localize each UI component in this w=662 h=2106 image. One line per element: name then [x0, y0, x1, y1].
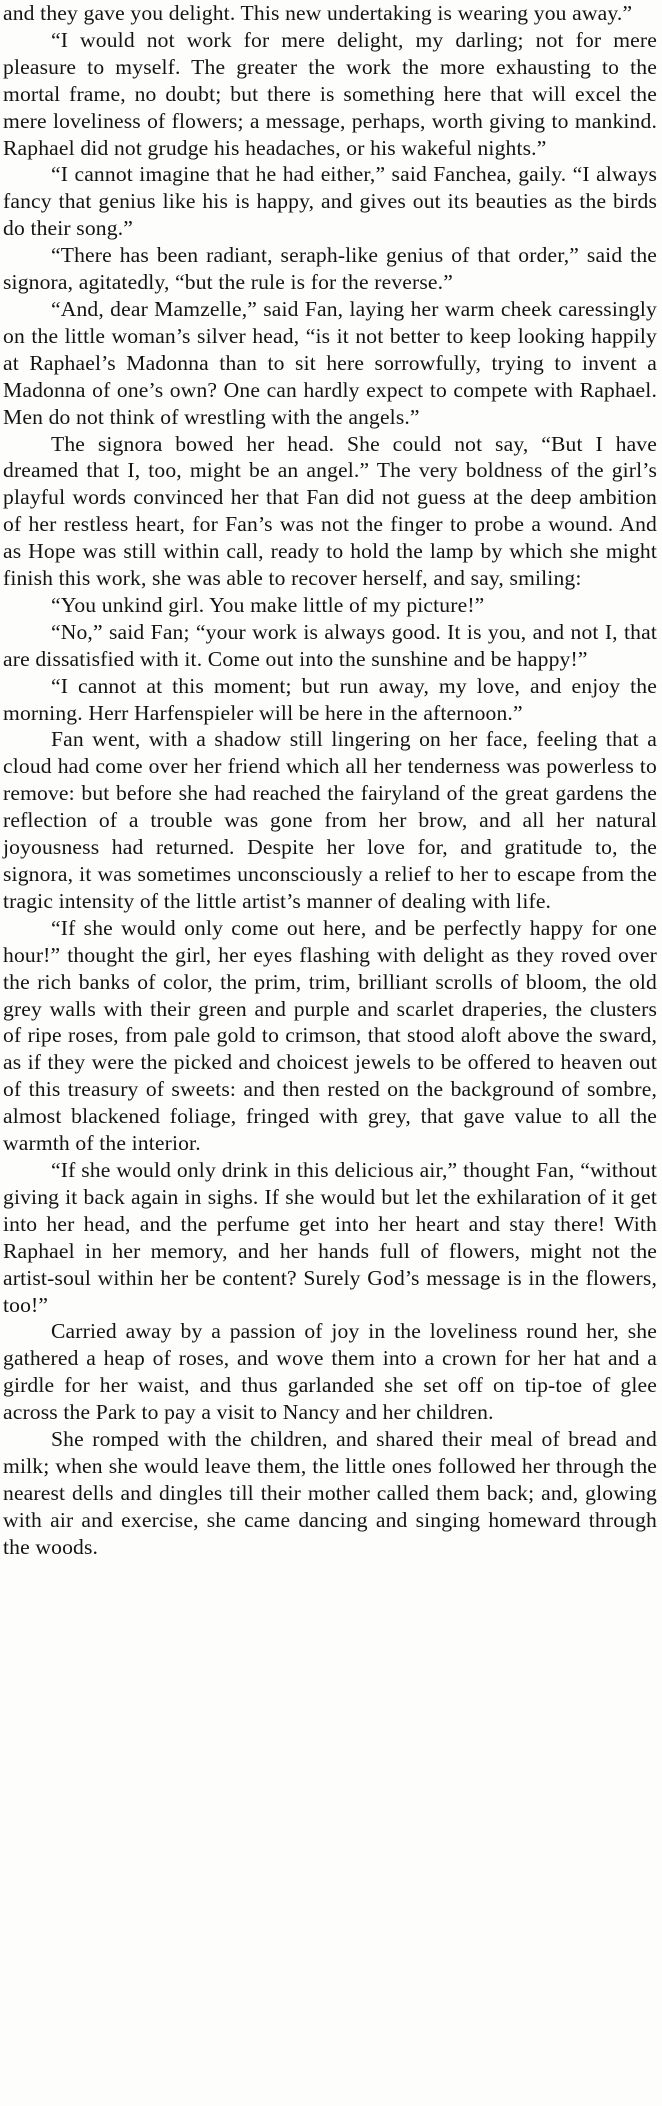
paragraph: “I cannot at this moment; but run away, my love, and enjoy the morning. Herr Harfenspieler will be here in the afternoon.” [3, 673, 657, 725]
paragraph: She romped with the children, and shared their meal of bread and milk; when she would leave them, the little ones followed her through the nearest dells and dingles till their mother called them back; and, glowing with air and exercise, she came dancing and singing homeward through the woods. [3, 1427, 657, 1559]
text-column [3, 0, 657, 1561]
paragraph: Carried away by a passion of joy in the loveliness round her, she gathered a heap of roses, and wove them into a crown for her hat and a girdle for her waist, and thus garlanded she set off on tip-toe of glee across the Park to pay a visit to Nancy and her children. [3, 1319, 657, 1425]
paragraph: “I cannot imagine that he had either,” said Fanchea, gaily. “I always fancy that genius like his is happy, and gives out its beauties as the birds do their song.” [3, 162, 657, 241]
paragraph: “I would not work for mere delight, my darling; not for mere pleasure to myself. The greater the work the more exhausting to the mortal frame, no doubt; but there is something here that will excel the mere loveliness of flowers; a message, perhaps, worth giving to mankind. Raphael did not grudge his headaches, or his wakeful nights.” [3, 27, 657, 160]
paragraph: “No,” said Fan; “your work is always good. It is you, and not I, that are dissatisfied with it. Come out into the sunshine and be happy!” [3, 619, 657, 671]
paragraph: The signora bowed her head. She could not say, “But I have dreamed that I, too, might be an angel.” The very boldness of the girl’s playful words convinced her that Fan did not guess at the deep ambition of her restless heart, for Fan’s was not the finger to probe a wound. And as Hope was still within call, ready to hold the lamp by which she might finish this work, she was able to recover herself, and say, smiling: [3, 431, 657, 591]
paragraph: and they gave you delight. This new undertaking is wearing you away.” [3, 1, 633, 25]
paragraph: “You unkind girl. You make little of my picture!” [51, 592, 485, 617]
paragraph: “There has been radiant, seraph-like genius of that order,” said the signora, agitatedly, “but the rule is for the reverse.” [3, 243, 657, 295]
paragraph: “If she would only drink in this delicious air,” thought Fan, “without giving it back again in sighs. If she would but let the exhilaration of it get into her head, and the perfume get into her heart and stay there! With Raphael in her memory, and her hands full of flowers, might not the artist-soul within her be content? Surely God’s message is in the flowers, too!” [3, 1157, 657, 1317]
paragraph: Fan went, with a shadow still lingering on her face, feeling that a cloud had come over her friend which all her tenderness was powerless to remove: but before she had reached the fairyland of the great gardens the reflection of a trouble was gone from her brow, and all her natural joyousness had returned. Despite her love for, and gratitude to, the signora, it was sometimes unconsciously a relief to her to escape from the tragic intensity of the little artist’s manner of dealing with life. [3, 727, 657, 913]
paragraph: “And, dear Mamzelle,” said Fan, laying her warm cheek caressingly on the little woman’s silver head, “is it not better to keep looking happily at Raphael’s Madonna than to sit here sorrowfully, trying to invent a Madonna of one’s own? One can hardly expect to compete with Raphael. Men do not think of wrestling with the angels.” [3, 296, 657, 429]
paragraph: “If she would only come out here, and be perfectly happy for one hour!” thought the girl, her eyes flashing with delight as they roved over the rich banks of color, the prim, trim, brilliant scrolls of bloom, the old grey walls with their green and purple and scarlet draperies, the clusters of ripe roses, from pale gold to crimson, that stood aloft above the sward, as if they were the picked and choicest jewels to be offered to heaven out of this treasury of sweets: and then rested on the background of sombre, almost blackened foliage, fringed with grey, that gave value to all the warmth of the interior. [3, 915, 657, 1156]
